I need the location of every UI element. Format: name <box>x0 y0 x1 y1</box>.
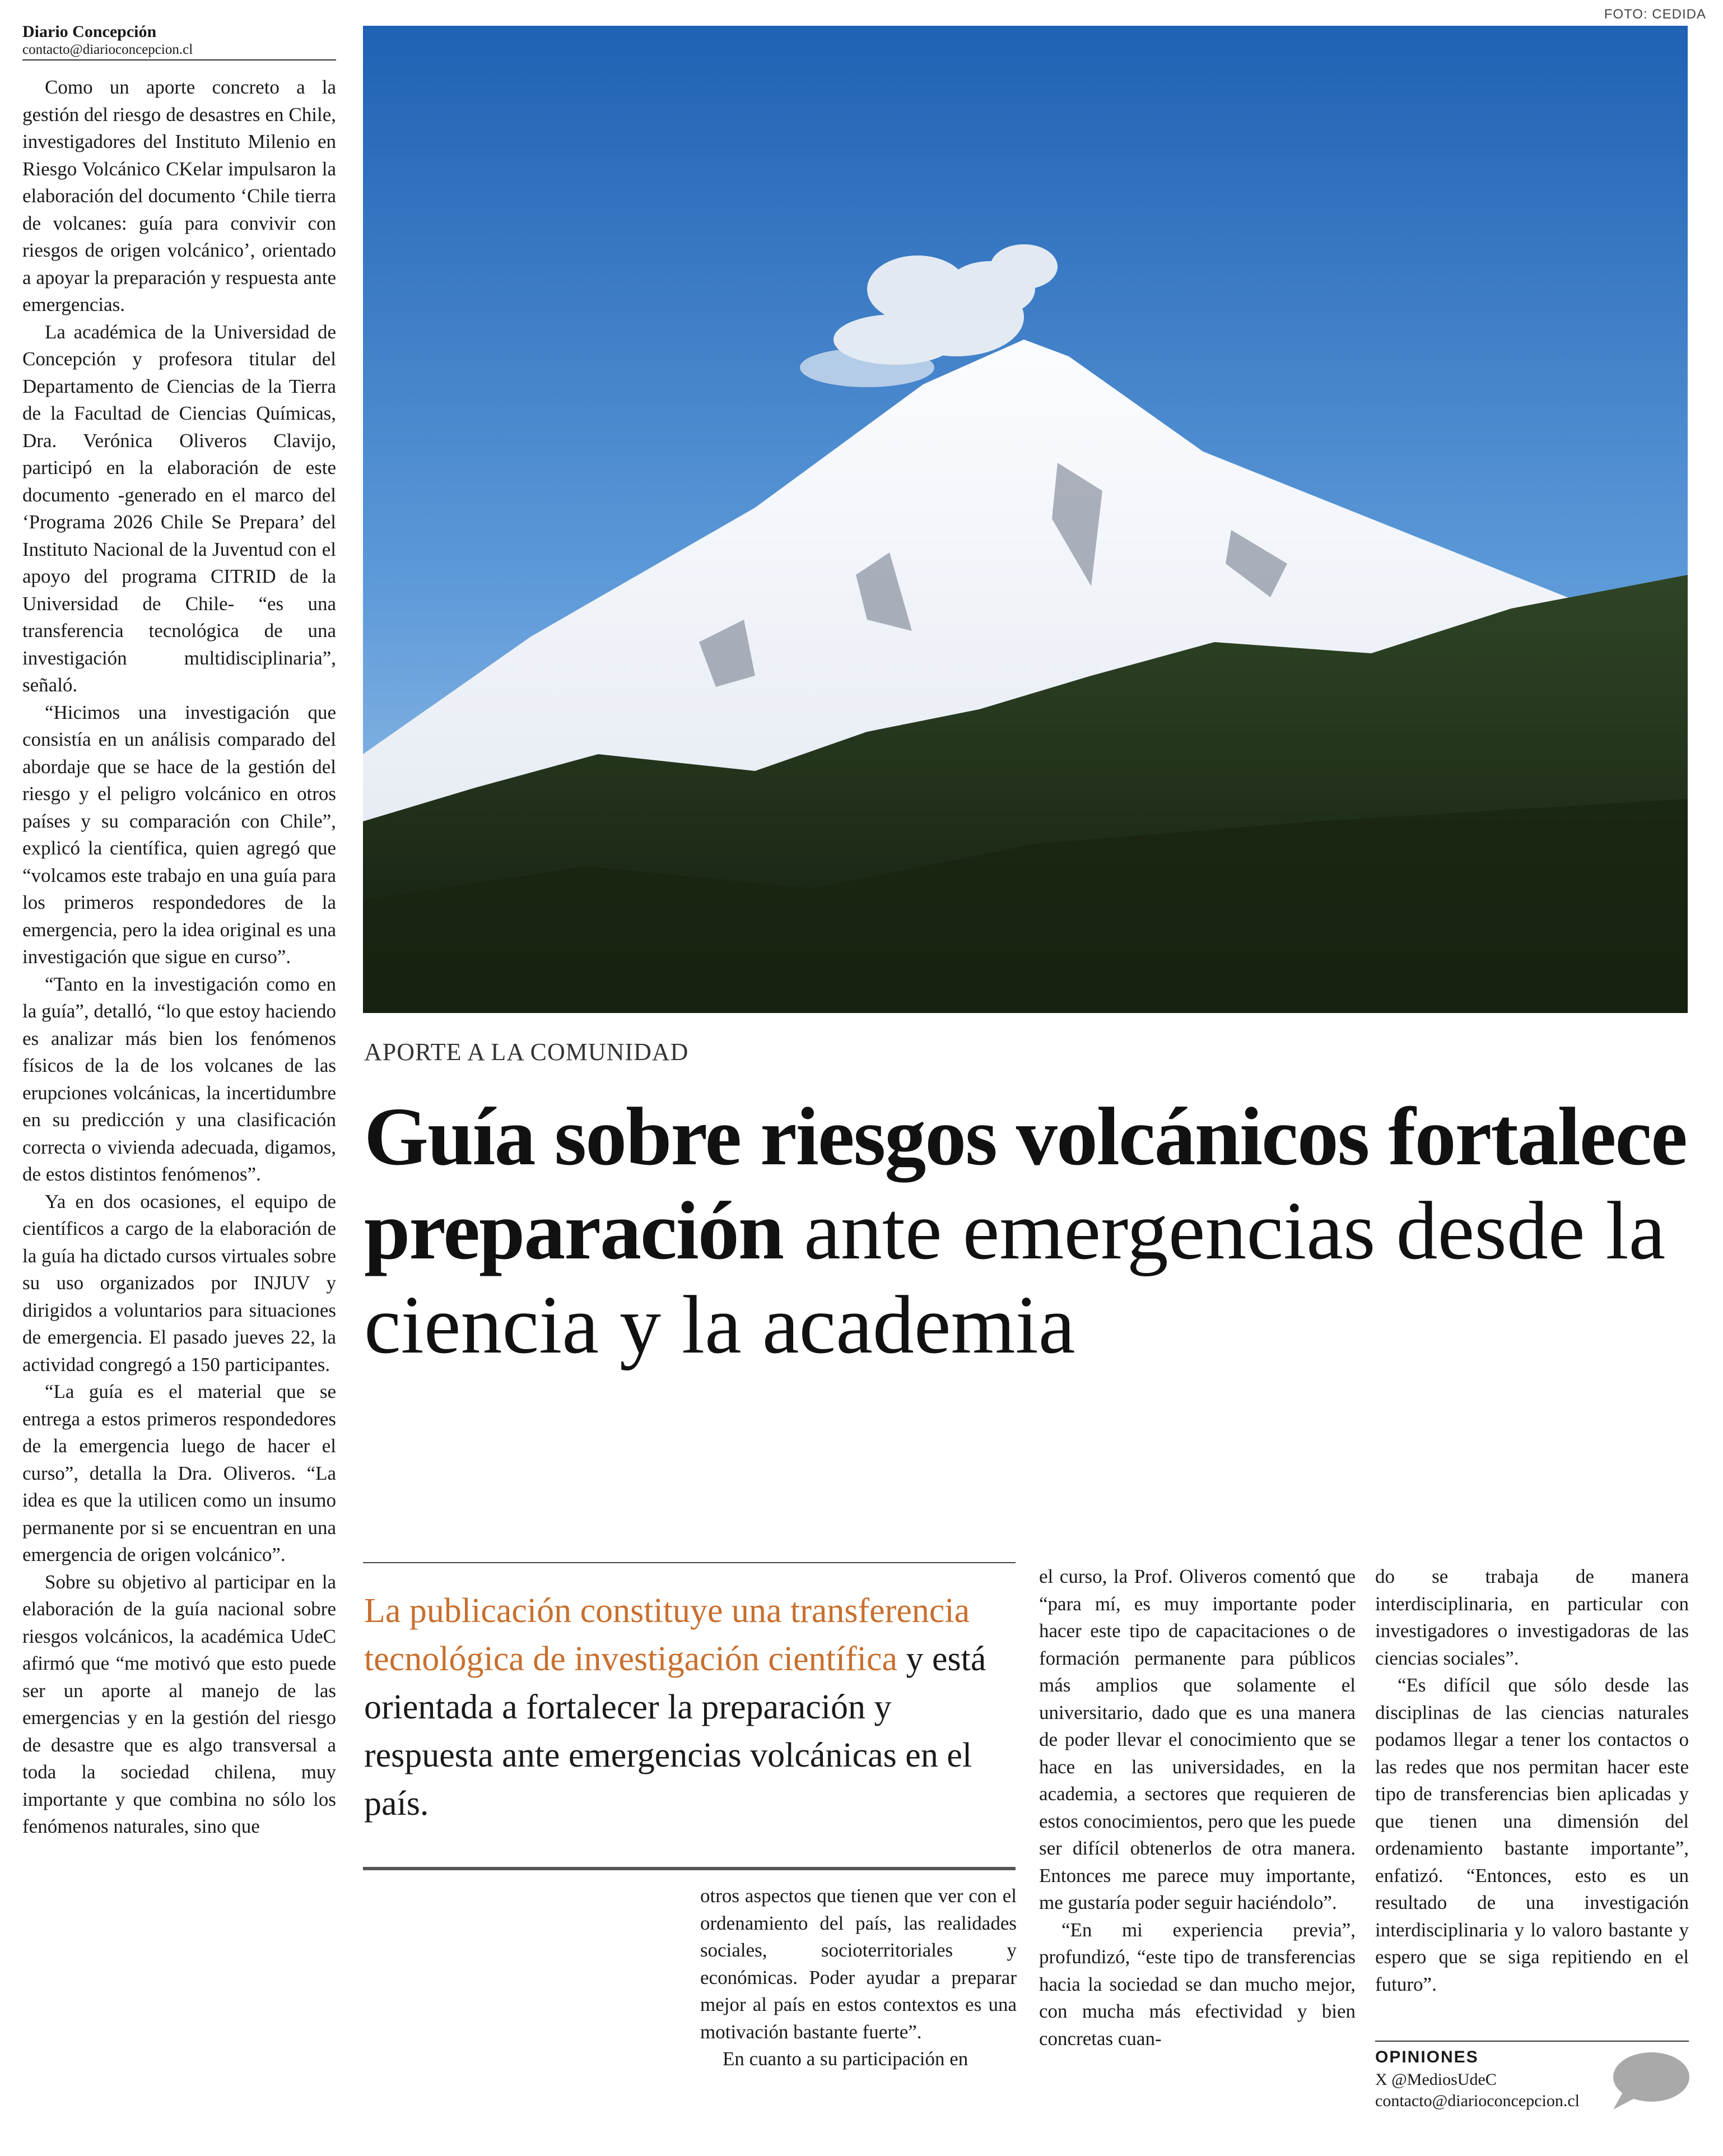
paragraph: el curso, la Prof. Oliveros comentó que “para mí, es muy importante poder hacer este tipo de capacitaciones o de formación permanente para públicos más amplios que solamente el universitario, dado que es una manera de poder llevar el conocimiento que se hace en las universidades, en la academia, a sectores que requieren de estos conocimientos, pero que les puede ser difícil obtenerlos de otra manera. Entonces me parece muy importante, me gustaría poder seguir haciéndolo”. <box>1039 1565 1356 1913</box>
lead-rest: y está orientada a fortalecer la preparación y respuesta ante emergencias volcánicas en el país. <box>364 1640 986 1823</box>
masthead-email[interactable]: contacto@diarioconcepcion.cl <box>22 42 193 57</box>
headline-light: ante emergencias desde la ciencia y la academia <box>364 1185 1666 1371</box>
lead-accent: La publicación constituye una transferencia tecnológica de investigación científica <box>364 1592 970 1678</box>
paragraph: Sobre su objetivo al participar en la elaboración de la guía nacional sobre riesgos volcánicos, la académica UdeC afirmó que “me motivó que esto puede ser un aporte al manejo de las emergencias y en la gestión del riesgo de desastre que es algo transversal a toda la sociedad chilena, muy importante y que combina no sólo los fenómenos naturales, sino que <box>22 1570 336 1837</box>
article-column-4 <box>1039 1563 1356 2052</box>
article-column-3 <box>700 1883 1017 2073</box>
headline <box>364 1090 1697 1372</box>
volcano-photo <box>363 26 1688 1013</box>
paragraph: otros aspectos que tienen que ver con el ordenamiento del país, las realidades sociales, socioterritoriales y económicas. Poder ayudar a preparar mejor al país en estos contextos es una motivación bastante fuerte”. <box>700 1885 1017 2043</box>
paragraph: “La guía es el material que se entrega a estos primeros respondedores de la emergencia luego de hacer el curso”, detalla la Dra. Oliveros. “La idea es que la utilicen como un insumo permanente por si se encuentran en una emergencia de origen volcánico”. <box>22 1381 336 1565</box>
photo-credit: FOTO: CEDIDA <box>1604 7 1706 22</box>
speech-bubble-icon <box>1608 2048 1692 2115</box>
article-column-1 <box>22 74 336 1841</box>
paragraph: “Tanto en la investigación como en la guía”, detalló, “lo que estoy haciendo es analizar más bien los fenómenos físicos de la de los volcanes de las erupciones volcánicas, la incertidumbre en su predicción y una clasificación correcta o vivienda adecuada, digamos, de estos distintos fenómenos”. <box>22 973 336 1185</box>
paragraph: “Hicimos una investigación que consistía en un análisis comparado del abordaje que se hace de la gestión del riesgo y el peligro volcánico en otros países y su comparación con Chile”, explicó la científica, quien agregó que “volcamos este trabajo en una guía para los primeros respondedores de la emergencia, pero la idea original es una investigación que sigue en curso”. <box>22 701 336 968</box>
article-column-5 <box>1375 1563 1689 1998</box>
paragraph: do se trabaja de manera interdisciplinaria, en particular con investigadores o investigadoras de las ciencias sociales”. <box>1375 1565 1689 1669</box>
opinions-title: OPINIONES <box>1375 2048 1479 2066</box>
paragraph: “En mi experiencia previa”, profundizó, “este tipo de transferencias hacia la sociedad se dan mucho mejor, con mucha más efectividad y bien concretas cuan- <box>1039 1918 1356 2050</box>
paragraph: La académica de la Universidad de Concepción y profesora titular del Departamento de Ciencias de la Tierra de la Facultad de Ciencias Químicas, Dra. Verónica Oliveros Clavijo, participó en la elaboración de este documento -generado en el marco del ‘Programa 2026 Chile Se Prepara’ del Instituto Nacional de la Juventud con el apoyo del programa CITRID de la Universidad de Chile- “es una transferencia tecnológica de una investigación multidisciplinaria”, señaló. <box>22 320 336 696</box>
paragraph: En cuanto a su participación en <box>723 2048 968 2070</box>
masthead-divider <box>22 59 336 61</box>
lead-paragraph <box>364 1587 1014 1828</box>
headline-bold: Guía sobre riesgos volcánicos fortalece preparación <box>364 1091 1687 1277</box>
volcano-illustration <box>363 26 1688 1013</box>
masthead-name: Diario Concepción <box>22 22 157 41</box>
opinions-x-handle[interactable]: X @MediosUdeC <box>1375 2070 1497 2089</box>
opinions-divider <box>1375 2041 1689 2042</box>
lead-top-rule <box>363 1562 1016 1563</box>
kicker: APORTE A LA COMUNIDAD <box>364 1038 689 1066</box>
opinions-email[interactable]: contacto@diarioconcepcion.cl <box>1375 2092 1580 2110</box>
paragraph: “Es difícil que sólo desde las disciplinas de las ciencias naturales podamos llegar a tener los contactos o las redes que nos permitan hacer este tipo de transferencias bien aplicadas y que tienen una dimensión del ordenamiento bastante importante”, enfatizó. “Entonces, esto es un resultado de una investigación interdisciplinaria y lo valoro bastante y espero que se siga repitiendo en el futuro”. <box>1375 1674 1689 1995</box>
lead-bottom-rule <box>363 1867 1016 1870</box>
paragraph: Ya en dos ocasiones, el equipo de científicos a cargo de la elaboración de la guía ha dictado cursos virtuales sobre su uso organizados por INJUV y dirigidos a voluntarios para situaciones de emergencia. El pasado jueves 22, la actividad congregó a 150 participantes. <box>22 1190 336 1376</box>
paragraph: Como un aporte concreto a la gestión del riesgo de desastres en Chile, investigadores del Instituto Milenio en Riesgo Volcánico CKelar impulsaron la elaboración del documento ‘Chile tierra de volcanes: guía para convivir con riesgos de origen volcánico’, orientado a apoyar la preparación y respuesta ante emergencias. <box>22 76 336 315</box>
